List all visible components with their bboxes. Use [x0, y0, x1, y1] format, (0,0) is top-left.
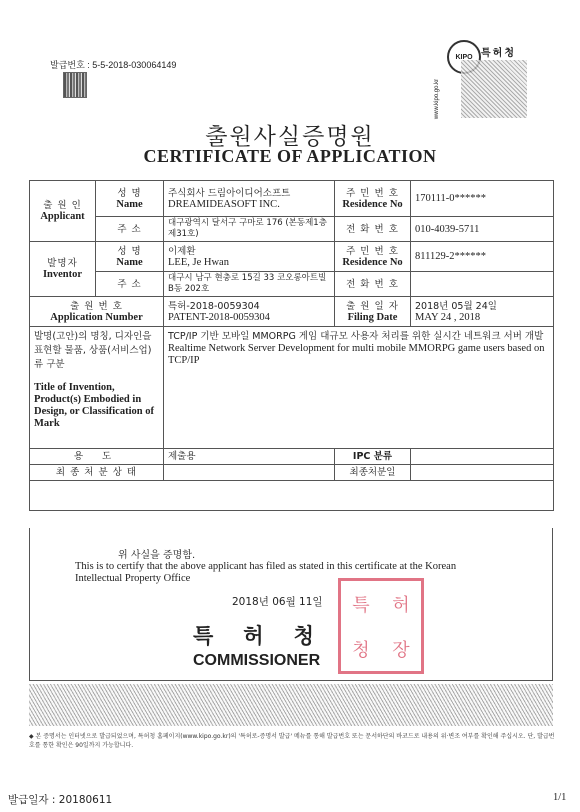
- invention-label-ko: 발명(고안)의 명칭, 디자인을 표현할 물품, 상품(서비스업)류 구분: [34, 331, 152, 370]
- invention-title-ko: TCP/IP 기반 모바일 MMORPG 게임 대규모 사용자 처리를 위한 실시간 네트워크 서버 개발: [168, 331, 544, 342]
- inventor-address-value: 대구시 남구 현충로 15길 33 코오롱아트빌 B동 202호: [164, 272, 335, 297]
- residence-label-ko: 주 민 번 호: [346, 187, 399, 199]
- applicant-residence-label-cell: [335, 181, 411, 217]
- stamp-char: 장: [392, 639, 410, 661]
- filing-date-label-en: Filing Date: [347, 311, 398, 323]
- security-pattern-icon: [461, 60, 527, 118]
- inventor-name-en: LEE, Je Hwan: [168, 256, 229, 268]
- applicant-label-cell: [30, 181, 96, 242]
- applicant-name-label-cell: [96, 181, 164, 217]
- name-label-ko: 성 명: [117, 187, 142, 199]
- final-date-label: 최종처분일: [335, 465, 411, 481]
- usage-value: 제출용: [164, 449, 335, 465]
- ipc-label: IPC 분류: [335, 449, 411, 465]
- page-title-english: CERTIFICATE OF APPLICATION: [143, 146, 437, 166]
- kipo-url: www.kipo.go.kr: [434, 78, 441, 120]
- office-name-en: COMMISSIONER: [193, 652, 321, 669]
- application-number-row: [30, 297, 554, 327]
- residence-label-ko: 주 민 번 호: [346, 245, 399, 257]
- final-date-value: [411, 465, 554, 481]
- final-status-row: [30, 465, 554, 481]
- application-number-en: PATENT-2018-0059304: [168, 311, 270, 323]
- inventor-residence-value: 811129-2******: [411, 242, 554, 272]
- inventor-residence-label-cell: [335, 242, 411, 272]
- stamp-char: 허: [392, 594, 410, 616]
- kipo-name: 특허청: [481, 48, 516, 59]
- kipo-logo: [434, 40, 529, 120]
- application-number-cell: [164, 297, 335, 327]
- blank-cell: [30, 481, 554, 511]
- applicant-address-label: 주 소: [96, 217, 164, 242]
- inventor-address-row: [30, 272, 554, 297]
- blank-row: [30, 481, 554, 511]
- applicant-address-value: 대구광역시 달서구 구마로 176 (본동제1층제31호): [164, 217, 335, 242]
- invention-title-en: Realtime Network Server Development for multi mobile MMORPG game users based on TCP/IP: [168, 343, 545, 366]
- stamp-char: 특: [352, 594, 370, 616]
- kipo-seal-icon: KIPO: [447, 40, 481, 74]
- final-status-value: [164, 465, 335, 481]
- certification-text-en: This is to certify that the above applicant has filed as stated in this certificate at the Korean Intellectual Property Office: [75, 561, 457, 584]
- issue-serial-number: 발급번호 : 5-5-2018-030064149: [50, 60, 177, 70]
- security-pattern-band: [29, 684, 553, 726]
- applicant-label-en: Applicant: [40, 211, 85, 222]
- certification-date: 2018년 06월 11일: [232, 596, 323, 608]
- filing-date-cell: [411, 297, 554, 327]
- official-seal-stamp-icon: [338, 578, 424, 674]
- invention-title-cell: [164, 327, 554, 449]
- applicant-name-row: [30, 181, 554, 217]
- inventor-label-cell: [30, 242, 96, 297]
- barcode-icon: [63, 72, 87, 98]
- invention-title-row: [30, 327, 554, 449]
- applicant-name-en: DREAMIDEASOFT INC.: [168, 198, 280, 210]
- inventor-phone-label: 전 화 번 호: [335, 272, 411, 297]
- stamp-char: 청: [352, 639, 370, 661]
- inventor-name-row: [30, 242, 554, 272]
- name-label-ko: 성 명: [117, 245, 142, 257]
- issue-date: 발급일자 : 20180611: [8, 794, 113, 806]
- filing-date-ko: 2018년 05월 24일: [415, 300, 497, 312]
- inventor-name-label-cell: [96, 242, 164, 272]
- applicant-phone-label: 전 화 번 호: [335, 217, 411, 242]
- verification-notice: ◆ 본 증명서는 인터넷으로 발급되었으며, 특허청 홈페이지(www.kipo.go.kr)의 '특허로-증명서 발급' 메뉴를 통해 발급번호 또는 문서하단의 바코드로 내용의 위·변조 여부를 확인해 주십시오. 단, 발급번호를 통한 확인은 90일까지 가능합니다.: [29, 733, 555, 749]
- ipc-value: [411, 449, 554, 465]
- invention-label-cell: [30, 327, 164, 449]
- inventor-name-ko: 이제환: [168, 245, 196, 257]
- residence-label-en: Residence No: [342, 256, 403, 268]
- inventor-phone-value: [411, 272, 554, 297]
- page-title-korean: 출원사실증명원: [205, 124, 375, 150]
- inventor-label-en: Inventor: [42, 269, 83, 280]
- applicant-residence-value: 170111-0******: [411, 181, 554, 217]
- final-status-label: 최 종 처 분 상 태: [30, 465, 164, 481]
- inventor-name-cell: [164, 242, 335, 272]
- filing-date-label-ko: 출 원 일 자: [346, 300, 399, 312]
- inventor-address-label: 주 소: [96, 272, 164, 297]
- applicant-phone-value: 010-4039-5711: [411, 217, 554, 242]
- applicant-address-row: [30, 217, 554, 242]
- invention-label-en: Title of Invention, Product(s) Embodied in Design, or Classification of Mark: [34, 382, 154, 429]
- page-number: 1/1: [553, 792, 567, 803]
- usage-row: [30, 449, 554, 465]
- application-details-table: [29, 180, 554, 511]
- certification-text-ko: 위 사실을 증명함.: [118, 550, 196, 561]
- office-name-ko: 특허청: [193, 624, 344, 648]
- name-label-en: Name: [116, 256, 143, 268]
- application-number-label-cell: [30, 297, 164, 327]
- filing-date-en: MAY 24 , 2018: [415, 311, 481, 323]
- applicant-name-ko: 주식회사 드림아이디어소프트: [168, 187, 291, 199]
- application-number-label-ko: 출 원 번 호: [70, 300, 123, 312]
- application-number-label-en: Application Number: [50, 311, 143, 323]
- name-label-en: Name: [116, 198, 143, 210]
- applicant-name-cell: [164, 181, 335, 217]
- applicant-label-ko: 출 원 인: [43, 200, 82, 211]
- filing-date-label-cell: [335, 297, 411, 327]
- application-number-ko: 특허-2018-0059304: [168, 300, 260, 312]
- usage-label: 용 도: [30, 449, 164, 465]
- inventor-label-ko: 발명자: [47, 258, 78, 269]
- residence-label-en: Residence No: [342, 198, 403, 210]
